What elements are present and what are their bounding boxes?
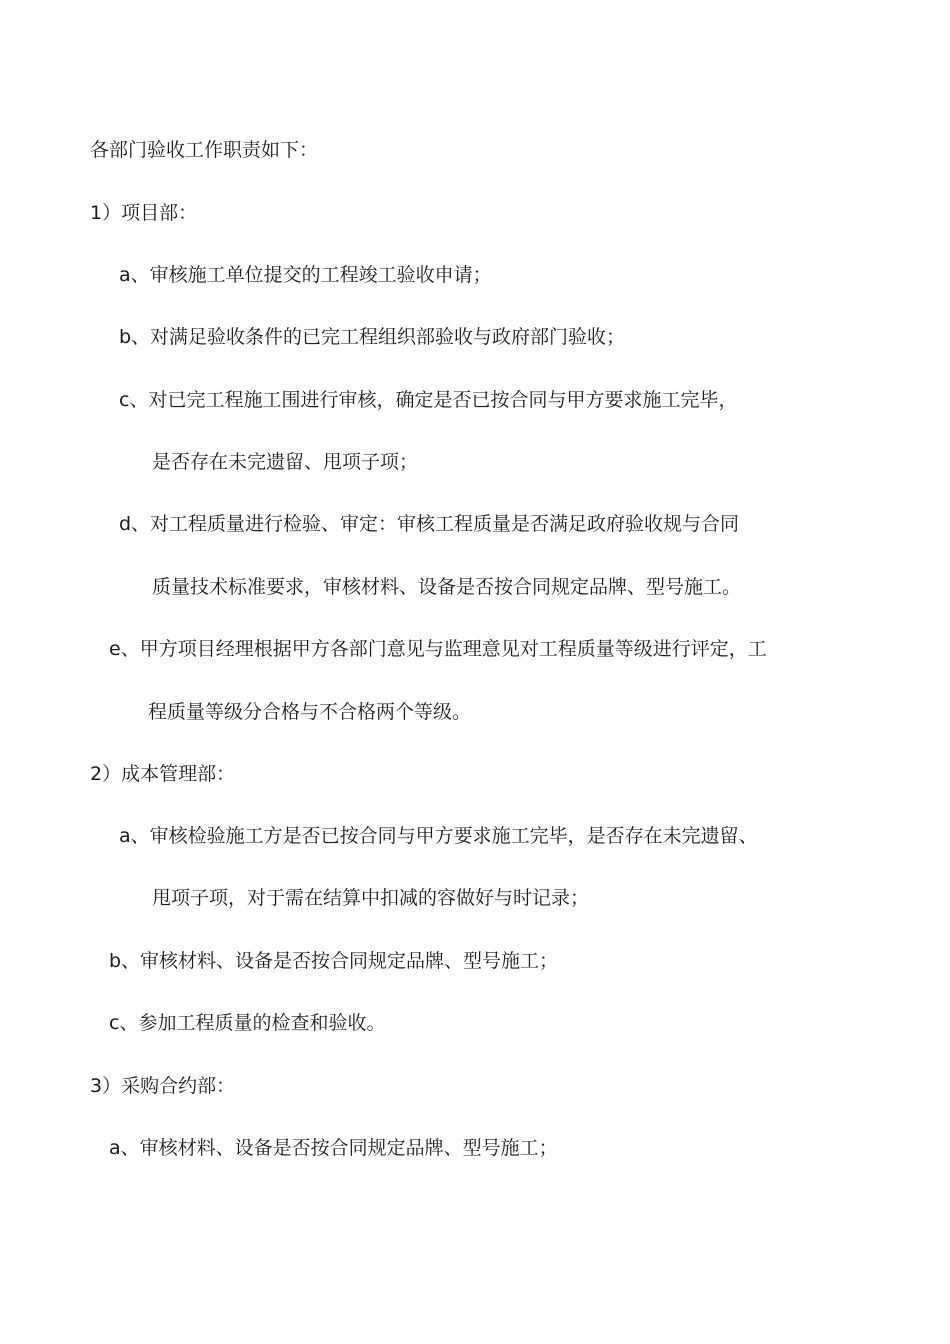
list-item: c、参加工程质量的检查和验收。 xyxy=(109,1012,386,1034)
list-item: e、甲方项目经理根据甲方各部门意见与监理意见对工程质量等级进行评定，工 xyxy=(109,638,767,660)
section-heading-procurement-dept: 3）采购合约部： xyxy=(90,1075,236,1097)
list-item-continuation: 质量技术标准要求，审核材料、设备是否按合同规定品牌、型号施工。 xyxy=(152,576,742,598)
list-item-continuation: 甩项子项，对于需在结算中扣减的容做好与时记录； xyxy=(152,887,590,909)
list-item: d、对工程质量进行检验、审定：审核工程质量是否满足政府验收规与合同 xyxy=(119,513,740,535)
list-item-continuation: 是否存在未完遗留、甩项子项； xyxy=(152,451,419,473)
list-item: a、审核施工单位提交的工程竣工验收申请； xyxy=(119,264,492,286)
list-item-continuation: 程质量等级分合格与不合格两个等级。 xyxy=(148,701,472,723)
list-item: a、审核材料、设备是否按合同规定品牌、型号施工； xyxy=(109,1137,558,1159)
list-item: b、审核材料、设备是否按合同规定品牌、型号施工； xyxy=(109,950,559,972)
list-item: b、对满足验收条件的已完工程组织部验收与政府部门验收； xyxy=(119,326,626,348)
list-item: a、审核检验施工方是否已按合同与甲方要求施工完毕，是否存在未完遗留、 xyxy=(119,825,758,847)
section-heading-project-dept: 1）项目部： xyxy=(90,202,198,224)
section-heading-cost-dept: 2）成本管理部： xyxy=(90,763,236,785)
list-item: c、对已完工程施工围进行审核，确定是否已按合同与甲方要求施工完毕， xyxy=(119,389,738,411)
intro-text: 各部门验收工作职责如下： xyxy=(90,139,319,161)
